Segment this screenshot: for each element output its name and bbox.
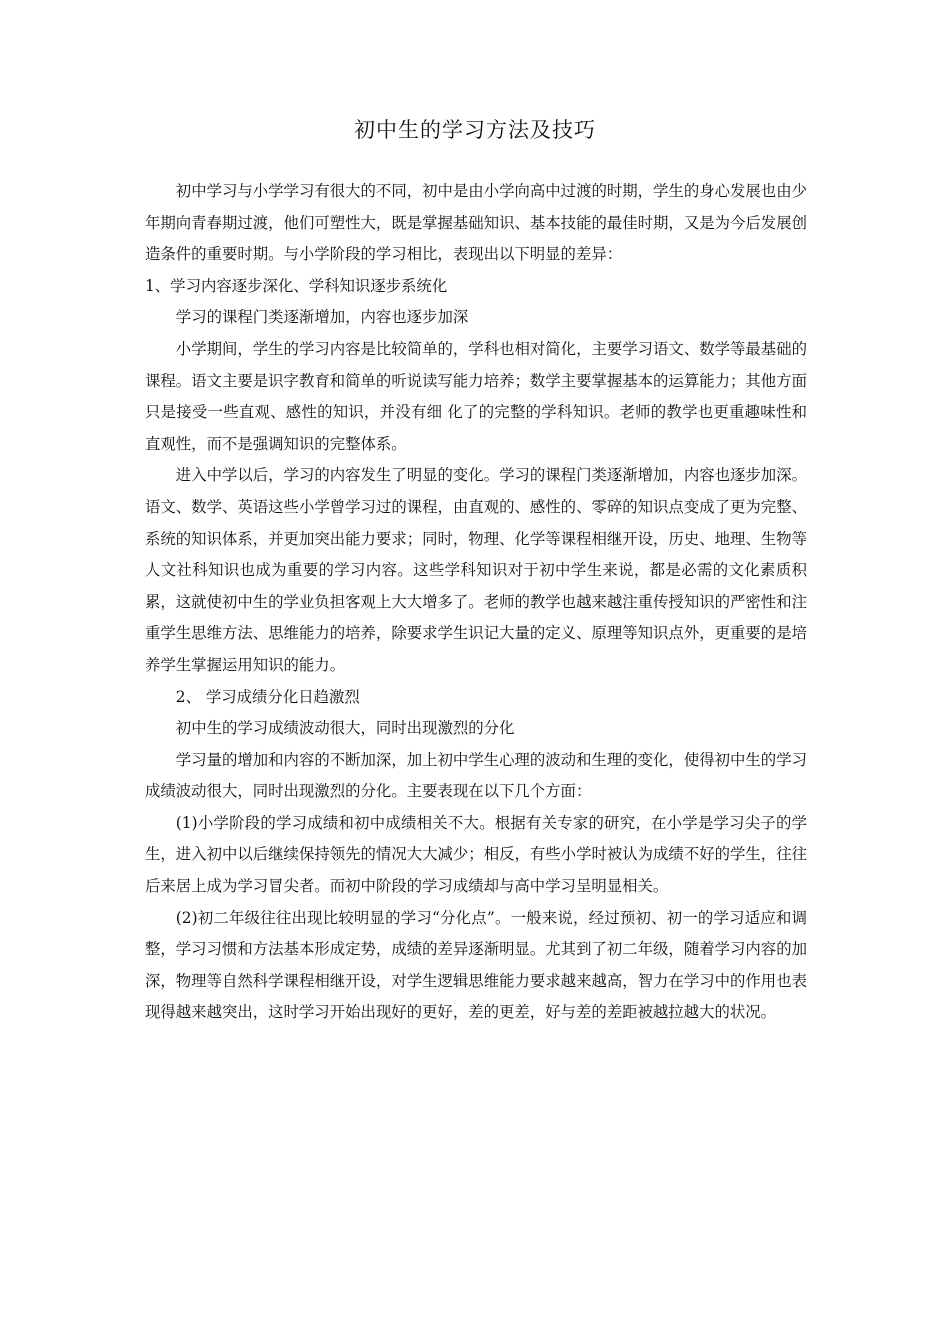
intro-paragraph: 初中学习与小学学习有很大的不同，初中是由小学向高中过渡的时期，学生的身心发展也由少年期向青春期过渡，他们可塑性大，既是掌握基础知识、基本技能的最佳时期，又是为今后发展创造条件的重要时期。与小学阶段的学习相比，表现出以下明显的差异： (145, 182, 807, 264)
paragraph-grade-fluctuation: 学习量的增加和内容的不断加深，加上初中学生心理的波动和生理的变化，使得初中生的学习成绩波动很大，同时出现激烈的分化。主要表现在以下几个方面： (145, 750, 807, 801)
section-heading-1: 1、学习内容逐步深化、学科知识逐步系统化 (145, 276, 448, 295)
document-title: 初中生的学习方法及技巧 (354, 118, 596, 142)
paragraph-primary-school: 小学期间，学生的学习内容是比较简单的，学科也相对简化，主要学习语文、数学等最基础的课程。语文主要是识字教育和简单的听说读写能力培养；数学主要掌握基本的运算能力；其他方面只是接受一些直观、感性的知识，并没有细 化了的完整的学科知识。老师的教学也更重趣味性和直观性，而不是强调知识的完整体系。 (145, 339, 807, 453)
paragraph-middle-school: 进入中学以后，学习的内容发生了明显的变化。学习的课程门类逐渐增加，内容也逐步加深。语文、数学、英语这些小学曾学习过的课程，由直观的、感性的、零碎的知识点变成了更为完整、系统的知识体系，并更加突出能力要求；同时，物理、化学等课程相继开设，历史、地理、生物等人文社科知识也成为重要的学习内容。这些学科知识对于初中学生来说，都是必需的文化素质积累，这就使初中生的学业负担客观上大大增多了。老师的教学也越来越注重传授知识的严密性和注重学生思维方法、思维能力的培养，除要求学生识记大量的定义、原理等知识点外，更重要的是培养学生掌握运用知识的能力。 (145, 466, 807, 674)
paragraph-point-2: (2)初二年级往往出现比较明显的学习“分化点”。一般来说，经过预初、初一的学习适应和调整，学习习惯和方法基本形成定势，成绩的差异逐渐明显。尤其到了初二年级，随着学习内容的加深，物理等自然科学课程相继开设，对学生逻辑思维能力要求越来越高，智力在学习中的作用也表现得越来越突出，这时学习开始出现好的更好，差的更差，好与差的差距被越拉越大的状况。 (145, 908, 807, 1022)
subheading-1: 学习的课程门类逐渐增加，内容也逐步加深 (175, 308, 469, 327)
paragraph-point-1: (1)小学阶段的学习成绩和初中成绩相关不大。根据有关专家的研究，在小学是学习尖子的学生，进入初中以后继续保持领先的情况大大减少；相反，有些小学时被认为成绩不好的学生，往往后来居上成为学习冒尖者。而初中阶段的学习成绩却与高中学习呈明显相关。 (145, 813, 807, 896)
document-body (145, 176, 807, 1029)
subheading-2: 初中生的学习成绩波动很大，同时出现激烈的分化 (175, 719, 515, 738)
section-heading-2: 2、 学习成绩分化日趋激烈 (175, 687, 360, 706)
